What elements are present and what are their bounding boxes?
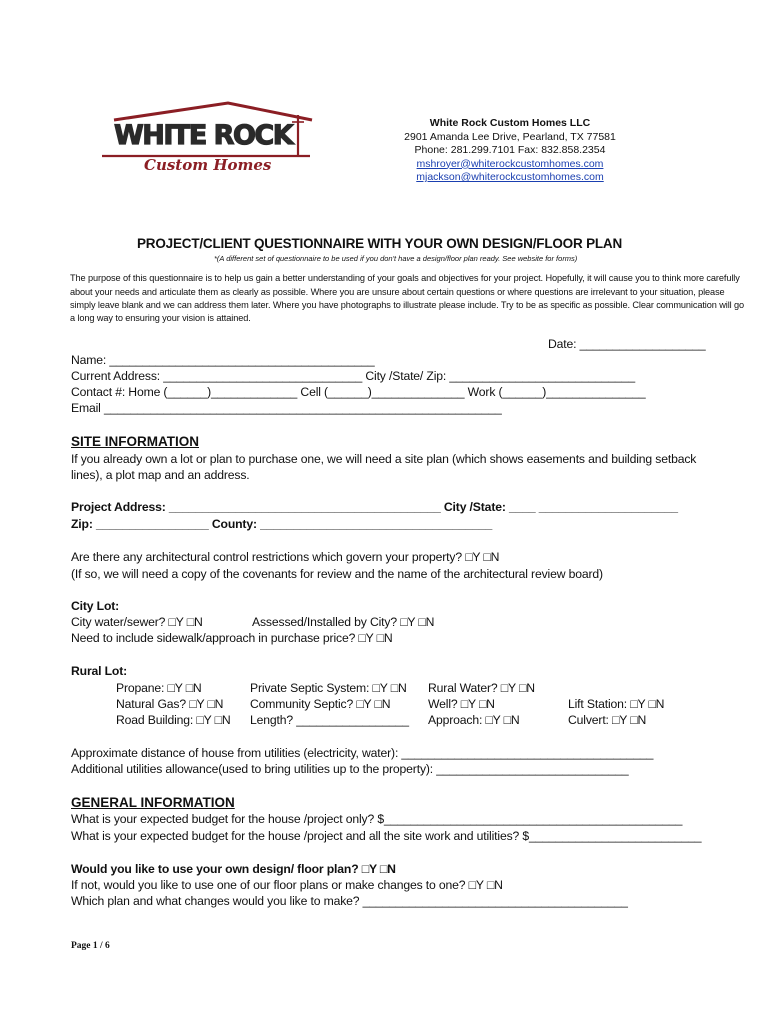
rural-lot-heading: Rural Lot: xyxy=(71,664,128,678)
culvert-question[interactable]: Culvert: □Y □N xyxy=(568,713,647,727)
restrictions-note: (If so, we will need a copy of the covenants for review and the name of the architectural review board) xyxy=(71,567,603,581)
logo-tagline: Custom Homes xyxy=(144,156,272,174)
email-field[interactable]: Email ____________________________________________________________ xyxy=(71,401,502,415)
title-note: *(A different set of questionnaire to be used if you don't have a design/floor plan ready. See website for forms) xyxy=(214,254,578,263)
project-address-field[interactable]: Project Address: _________________________________________ City /State: ____ _____________________ xyxy=(71,500,678,514)
road-building-question[interactable]: Road Building: □Y □N xyxy=(116,713,231,727)
name-field[interactable]: Name: ________________________________________ xyxy=(71,353,375,367)
company-phone-fax: Phone: 281.299.7101 Fax: 832.858.2354 xyxy=(414,144,606,156)
date-field[interactable]: Date: ___________________ xyxy=(548,337,706,351)
community-septic-question[interactable]: Community Septic? □Y □N xyxy=(250,697,391,711)
company-name: White Rock Custom Homes LLC xyxy=(429,117,591,129)
intro-line-4: a long way to ensuring your vision is attained. xyxy=(70,313,251,323)
company-info xyxy=(400,117,620,185)
address-field[interactable]: Current Address: ______________________________ City /State/ Zip: ____________________________ xyxy=(71,369,635,383)
which-plan-field[interactable]: Which plan and what changes would you like to make? ________________________________________ xyxy=(71,894,628,908)
length-field[interactable]: Length? _________________ xyxy=(250,713,409,727)
city-lot-heading: City Lot: xyxy=(71,599,120,613)
intro-line-1: The purpose of this questionnaire is to help us gain a better understanding of your goals and objectives for your project. Hopefully, it will cause you to think more carefully xyxy=(70,273,740,283)
approach-question[interactable]: Approach: □Y □N xyxy=(428,713,520,727)
email-link-2[interactable]: mjackson@whiterockcustomhomes.com xyxy=(416,171,604,183)
propane-question[interactable]: Propane: □Y □N xyxy=(116,681,202,695)
restrictions-question[interactable]: Are there any architectural control restrictions which govern your property? □Y □N xyxy=(71,550,500,564)
site-desc-2: lines), a plot map and an address. xyxy=(71,468,250,482)
rural-water-question[interactable]: Rural Water? □Y □N xyxy=(428,681,535,695)
email-link-1[interactable]: mshroyer@whiterockcustomhomes.com xyxy=(416,157,604,170)
floor-plans-question[interactable]: If not, would you like to use one of our floor plans or make changes to one? □Y □N xyxy=(71,878,503,892)
budget-house-field[interactable]: What is your expected budget for the house /project only? $_____________________________________________ xyxy=(71,812,683,826)
private-septic-question[interactable]: Private Septic System: □Y □N xyxy=(250,681,407,695)
document-title: PROJECT/CLIENT QUESTIONNAIRE WITH YOUR OWN DESIGN/FLOOR PLAN xyxy=(137,236,623,251)
assessed-question[interactable]: Assessed/Installed by City? □Y □N xyxy=(252,615,435,629)
site-desc-1: If you already own a lot or plan to purchase one, we will need a site plan (which shows easements and building setback xyxy=(71,452,697,466)
natural-gas-question[interactable]: Natural Gas? □Y □N xyxy=(116,697,224,711)
site-information-heading: SITE INFORMATION xyxy=(71,434,199,449)
company-logo xyxy=(96,98,320,180)
page-number: Page 1 / 6 xyxy=(71,941,110,951)
company-address: 2901 Amanda Lee Drive, Pearland, TX 77581 xyxy=(404,130,616,143)
city-water-question[interactable]: City water/sewer? □Y □N xyxy=(71,615,203,629)
budget-total-field[interactable]: What is your expected budget for the house /project and all the site work and utilities? $__________________________ xyxy=(71,829,702,843)
logo-wordmark: WHITE ROCK xyxy=(114,120,293,151)
intro-line-3: simply leave blank and we can address them later. Where you have photographs to illustrate please include. Try to be as specific as possible. Clear communication will go xyxy=(70,300,745,310)
utility-distance-field[interactable]: Approximate distance of house from utilities (electricity, water): ______________________________________ xyxy=(71,746,654,760)
general-information-heading: GENERAL INFORMATION xyxy=(71,795,235,810)
intro-line-2: about your needs and articulate them as clearly as possible. Where you are unsure about certain questions or where questions are irrelevant to your situation, please xyxy=(70,287,725,297)
well-question[interactable]: Well? □Y □N xyxy=(428,697,495,711)
phone-fields[interactable]: Contact #: Home (______)_____________ Cell (______)______________ Work (______)_______________ xyxy=(71,385,646,399)
lift-station-question[interactable]: Lift Station: □Y □N xyxy=(568,697,665,711)
own-design-question[interactable]: Would you like to use your own design/ floor plan? □Y □N xyxy=(71,862,396,876)
zip-county-field[interactable]: Zip: _________________ County: ___________________________________ xyxy=(71,517,493,531)
sidewalk-question[interactable]: Need to include sidewalk/approach in purchase price? □Y □N xyxy=(71,631,393,645)
utility-allowance-field[interactable]: Additional utilities allowance(used to bring utilities up to the property): _____________________________ xyxy=(71,762,629,776)
